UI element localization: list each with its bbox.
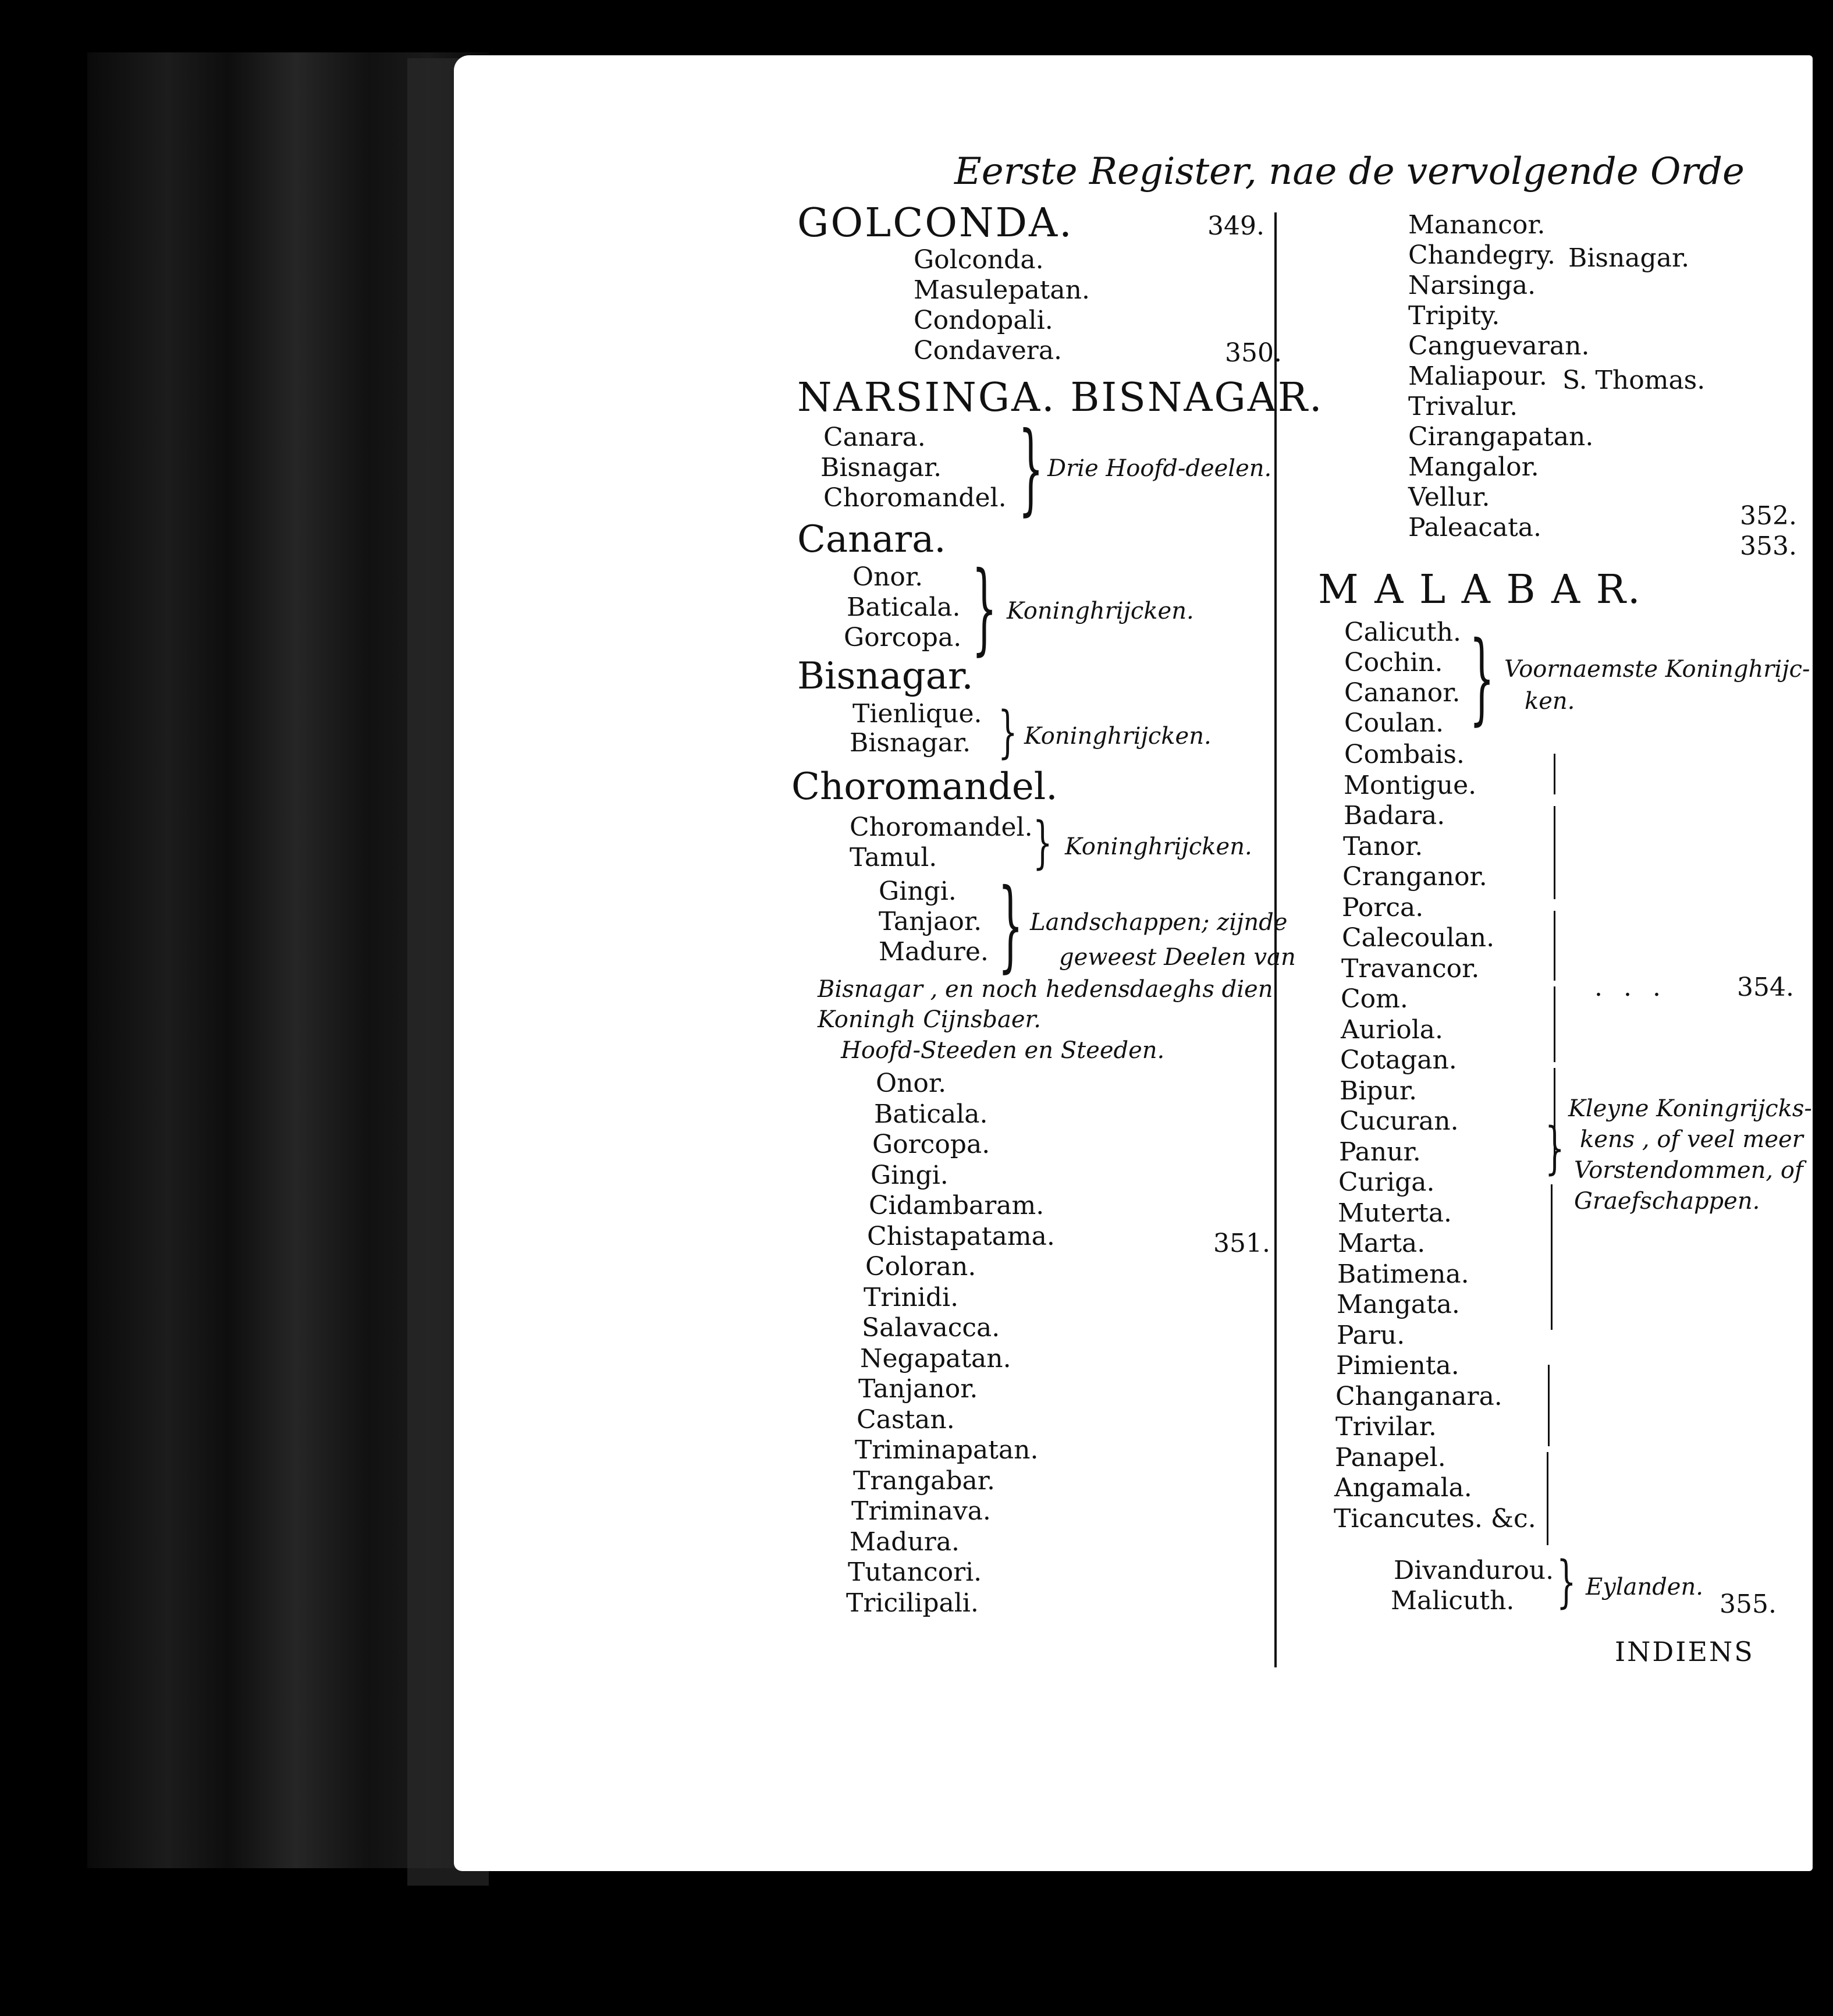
list-item: Gorcopa. [844, 623, 962, 652]
list-item: Cirangapatan. [1408, 422, 1594, 452]
brace-note: ken. [1525, 688, 1575, 715]
list-item: Pimienta. [1336, 1351, 1459, 1380]
brace-glyph: } [1557, 1549, 1576, 1614]
list-item: Baticala. [847, 592, 961, 622]
page-ref-352: 352. [1740, 501, 1797, 531]
bracket-rule [1554, 754, 1555, 794]
list-item: Calecoulan. [1342, 923, 1495, 953]
list-item: Gingi. [871, 1160, 949, 1190]
list-item: Mangalor. [1408, 452, 1539, 482]
page-ref-354: 354. [1737, 972, 1794, 1002]
page-ref-351: 351. [1213, 1229, 1270, 1258]
list-item: Tutancori. [848, 1557, 982, 1587]
bracket-rule [1554, 911, 1555, 981]
list-item: Canguevaran. [1408, 331, 1590, 361]
list-item: Condavera. [914, 336, 1063, 365]
brace-note: Kleyne Koningrijcks- [1568, 1095, 1812, 1122]
list-item: Porca. [1342, 892, 1424, 922]
book-page [454, 55, 1813, 1871]
heading-narsinga-bisnagar: NARSINGA. BISNAGAR. [797, 375, 1324, 421]
brace-glyph: } [972, 551, 997, 666]
list-item: Tienlique. [852, 699, 982, 729]
brace-glyph: } [998, 700, 1018, 765]
list-item: Panapel. [1335, 1442, 1446, 1472]
list-item: Paleacata. [1408, 513, 1541, 542]
running-head: Eerste Register, nae de vervolgende Orde [954, 150, 1745, 193]
list-item: Chistapatama. [867, 1221, 1055, 1251]
list-item: Badara. [1344, 801, 1445, 830]
list-item: Maliapour. [1408, 361, 1547, 391]
list-item: Curiga. [1338, 1167, 1435, 1197]
bracket-rule [1551, 1184, 1553, 1330]
list-item: Trangabar. [853, 1465, 995, 1496]
brace-glyph: } [1018, 411, 1044, 526]
heading-golconda: GOLCONDA. [797, 200, 1074, 246]
list-item: Com. [1341, 984, 1408, 1014]
brace-note: Landschappen; zijnde [1030, 909, 1288, 936]
list-item-extra: S. Thomas. [1562, 365, 1706, 395]
brace-note: Graefschappen. [1574, 1188, 1760, 1215]
heading-bisnagar: Bisnagar. [797, 655, 974, 698]
brace-note: Koningh Cijnsbaer. [818, 1006, 1041, 1033]
list-item: Tanor. [1343, 831, 1423, 861]
list-item: Narsinga. [1408, 271, 1536, 300]
list-item: Castan. [857, 1404, 955, 1435]
heading-choromandel: Choromandel. [791, 765, 1058, 808]
list-item: Tanjanor. [858, 1374, 978, 1404]
brace-glyph: } [998, 868, 1024, 983]
list-item: Marta. [1338, 1229, 1426, 1258]
list-item: Golconda. [914, 245, 1044, 275]
catchword: INDIENS [1615, 1636, 1754, 1667]
list-item: Batimena. [1337, 1259, 1469, 1289]
list-item: Onor. [852, 562, 923, 592]
bracket-rule [1554, 806, 1555, 899]
list-item: Malicuth. [1391, 1586, 1515, 1616]
list-item-extra: Bisnagar. [1568, 243, 1690, 273]
list-item: Canara. [823, 423, 926, 452]
brace-note: Voornaemste Koninghrijc- [1504, 656, 1810, 683]
page-ref-353: 353. [1740, 531, 1797, 561]
list-item: Tripity. [1408, 301, 1500, 331]
list-item: Gorcopa. [872, 1130, 990, 1159]
list-item: Bipur. [1340, 1076, 1418, 1106]
list-item: Condopali. [914, 306, 1053, 335]
brace-glyph: } [1033, 810, 1053, 875]
list-item: Madure. [879, 937, 989, 967]
brace-note: Eylanden. [1586, 1574, 1703, 1600]
list-item: Choromandel. [850, 812, 1033, 842]
list-item: Cochin. [1344, 648, 1443, 677]
bracket-rule [1554, 986, 1555, 1062]
list-item: Bisnagar. [850, 728, 971, 758]
brace-note: geweest Deelen van [1059, 944, 1296, 971]
list-item: Madura. [850, 1527, 960, 1557]
list-item: Negapatan. [860, 1343, 1011, 1373]
list-item: Combais. [1344, 740, 1465, 769]
list-item: Ticancutes. &c. [1334, 1503, 1536, 1534]
heading-canara: Canara. [797, 518, 946, 561]
list-item: Cidambaram. [869, 1191, 1045, 1220]
list-item: Angamala. [1334, 1473, 1472, 1503]
list-item: Choromandel. [823, 483, 1007, 513]
brace-note: Koninghrijcken. [1024, 723, 1212, 750]
list-item: Bisnagar. [820, 453, 942, 482]
list-item: Mangata. [1337, 1290, 1460, 1319]
subheading-cities: Hoofd-Steeden en Steeden. [841, 1037, 1165, 1064]
brace-note: Koninghrijcken. [1007, 598, 1194, 624]
list-item: Cananor. [1344, 678, 1461, 708]
brace-note: kens , of veel meer [1580, 1126, 1803, 1153]
brace-glyph: } [1545, 1116, 1565, 1181]
list-item: Salavacca. [862, 1313, 1000, 1343]
brace-glyph: } [1469, 620, 1495, 736]
heading-malabar: M A L A B A R. [1318, 567, 1642, 613]
list-item: Onor. [876, 1069, 947, 1098]
list-item: Montigue. [1344, 770, 1477, 800]
list-item: Triminava. [851, 1496, 991, 1526]
bracket-rule [1548, 1365, 1550, 1446]
list-item: Tricilipali. [846, 1588, 979, 1618]
list-item: Trinidi. [864, 1282, 959, 1312]
list-item: Coloran. [865, 1252, 976, 1282]
list-item: Baticala. [874, 1099, 988, 1129]
brace-note: Bisnagar , en noch hedensdaeghs dien [818, 976, 1273, 1003]
list-item: Masulepatan. [914, 275, 1090, 305]
list-item: Paru. [1337, 1320, 1405, 1350]
list-item: Panur. [1339, 1137, 1421, 1167]
list-item: Vellur. [1408, 482, 1490, 512]
list-item: Divandurou. [1394, 1556, 1554, 1585]
list-item: Manancor. [1408, 210, 1546, 240]
list-item: Chandegry. [1408, 240, 1555, 270]
page-ref-350: 350. [1225, 338, 1282, 368]
list-item: Cranganor. [1342, 862, 1487, 892]
list-item: Muterta. [1338, 1198, 1452, 1228]
brace-note: Vorstendommen, of [1574, 1157, 1803, 1184]
list-item: Tamul. [850, 843, 937, 872]
list-item: Trivilar. [1335, 1412, 1437, 1442]
list-item: Triminapatan. [855, 1435, 1039, 1465]
list-item: Cotagan. [1340, 1045, 1457, 1075]
list-item: Auriola. [1341, 1014, 1443, 1045]
leader-dots: ... [1594, 972, 1682, 1002]
bracket-rule [1547, 1452, 1548, 1545]
list-item: Tanjaor. [879, 907, 982, 936]
column-divider [1274, 212, 1277, 1667]
brace-note: Koninghrijcken. [1065, 833, 1252, 860]
page-ref-355: 355. [1720, 1589, 1777, 1619]
list-item: Cucuran. [1340, 1106, 1459, 1136]
list-item: Coulan. [1344, 708, 1444, 738]
list-item: Changanara. [1335, 1381, 1502, 1411]
brace-note: Drie Hoofd-deelen. [1047, 455, 1272, 482]
list-item: Gingi. [879, 876, 957, 906]
list-item: Trivalur. [1408, 392, 1518, 421]
list-item: Calicuth. [1344, 617, 1462, 647]
list-item: Travancor. [1341, 953, 1480, 984]
page-ref-349: 349. [1207, 211, 1264, 241]
